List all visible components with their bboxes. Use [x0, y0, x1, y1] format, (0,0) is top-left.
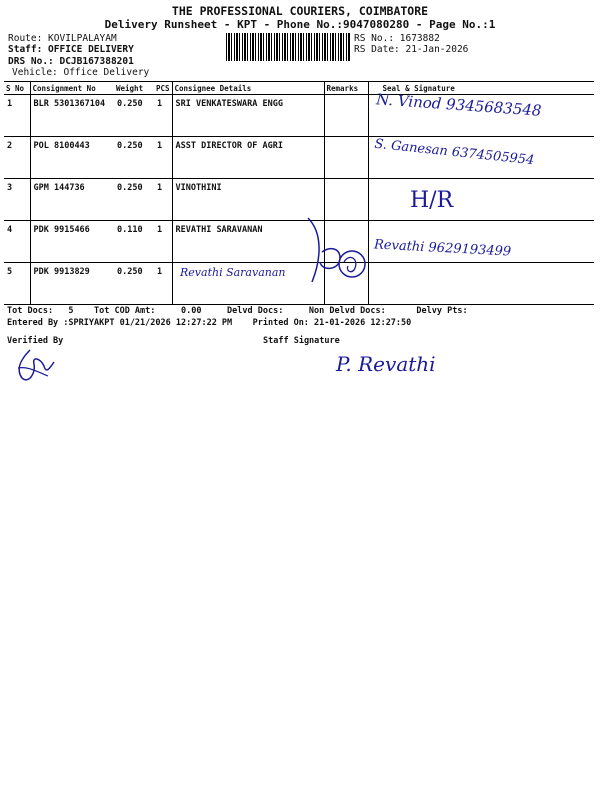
row-weight: 0.250 — [114, 137, 154, 179]
totals-line: Tot Docs: 5 Tot COD Amt: 0.00 Delvd Docs: Non Delvd Docs: Delvy Pts: — [7, 306, 468, 316]
rs-date: RS Date: 21-Jan-2026 — [354, 44, 469, 55]
table-row — [4, 179, 594, 221]
row-consignment: POL 8100443 — [30, 137, 114, 179]
row-remarks — [324, 137, 368, 179]
col-remarks: Remarks — [324, 82, 368, 95]
row-sno: 1 — [4, 95, 30, 137]
col-pcs: PCS — [154, 82, 172, 95]
row-pcs: 1 — [154, 263, 172, 305]
row-consignment: PDK 9913829 — [30, 263, 114, 305]
table-header-row — [4, 82, 594, 95]
row-sno: 5 — [4, 263, 30, 305]
runsheet-subtitle: Delivery Runsheet - KPT - Phone No.:9047080280 - Page No.:1 — [104, 18, 496, 31]
staff-signature-label: Staff Signature — [263, 336, 340, 346]
drs-number: DRS No.: DCJB167388201 — [8, 56, 134, 67]
col-consignment: Consignment No — [30, 82, 114, 95]
col-weight: Weight — [114, 82, 154, 95]
row-consignment: GPM 144736 — [30, 179, 114, 221]
staff: Staff: OFFICE DELIVERY — [8, 44, 134, 55]
row-sno: 2 — [4, 137, 30, 179]
handwritten-mark-row3: H/R — [410, 188, 454, 213]
barcode — [226, 33, 350, 61]
row-consignee: ASST DIRECTOR OF AGRI — [172, 137, 324, 179]
row-sno: 4 — [4, 221, 30, 263]
table-row — [4, 263, 594, 305]
entered-by-line: Entered By :SPRIYAKPT 01/21/2026 12:27:22 PM Printed On: 21-01-2026 12:27:50 — [7, 318, 412, 328]
row-weight: 0.250 — [114, 263, 154, 305]
vehicle: Vehicle: Office Delivery — [12, 67, 150, 78]
row-signature — [368, 179, 594, 221]
handwritten-name-row5: Revathi Saravanan — [180, 266, 286, 279]
row-weight: 0.110 — [114, 221, 154, 263]
row-pcs: 1 — [154, 95, 172, 137]
handwritten-signature-row2: S. Ganesan 6374505954 — [373, 136, 535, 169]
handwritten-scribble — [300, 212, 380, 292]
row-sno: 3 — [4, 179, 30, 221]
row-weight: 0.250 — [114, 179, 154, 221]
company-title: THE PROFESSIONAL COURIERS, COIMBATORE — [171, 4, 429, 18]
row-consignee: VINOTHINI — [172, 179, 324, 221]
col-signature: Seal & Signature — [368, 82, 594, 95]
staff-signature: P. Revathi — [336, 352, 436, 376]
row-pcs: 1 — [154, 137, 172, 179]
row-remarks — [324, 95, 368, 137]
col-sno: S No — [4, 82, 30, 95]
row-consignment: BLR 5301367104 — [30, 95, 114, 137]
row-consignee: SRI VENKATESWARA ENGG — [172, 95, 324, 137]
row-weight: 0.250 — [114, 95, 154, 137]
row-pcs: 1 — [154, 179, 172, 221]
row-pcs: 1 — [154, 221, 172, 263]
handwritten-signature-row4: Revathi 9629193499 — [373, 237, 512, 260]
handwritten-signature-row1: N. Vinod 9345683548 — [375, 90, 543, 120]
row-consignee: REVATHI SARAVANAN — [172, 221, 324, 263]
verifier-signature — [10, 346, 60, 386]
verified-by-label: Verified By — [7, 336, 64, 346]
rs-number: RS No.: 1673882 — [354, 33, 440, 44]
route: Route: KOVILPALAYAM — [8, 33, 117, 44]
row-consignment: PDK 9915466 — [30, 221, 114, 263]
row-signature — [368, 263, 594, 305]
col-consignee: Consignee Details — [172, 82, 324, 95]
